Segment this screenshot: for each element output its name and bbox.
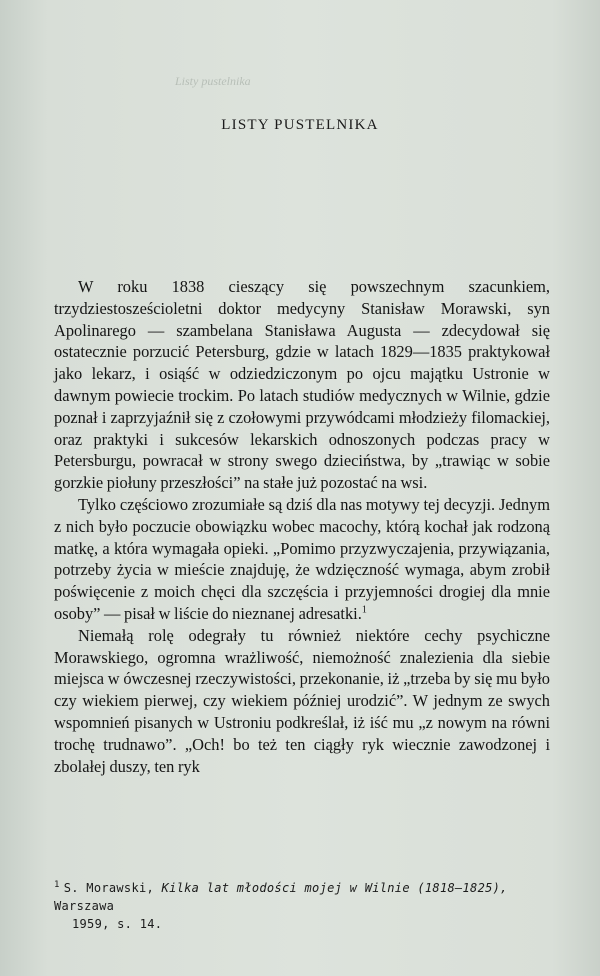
footnote-line-2: 1959, s. 14. — [72, 917, 163, 931]
paragraph-2-text: Tylko częściowo zrozumiałe są dziś dla nas motywy tej decyzji. Jednym z nich było poczucie obowiązku wobec macochy, którą kochał jak rodzoną matkę, a która wymagała opieki. „Pomimo przyzwyczajenia, przywiązania, potrzeby życia w mieście znajduję, że wdzięczność wymaga, abym zrobił poświęcenie z moich chęci dla szczęścia i przyjemności drogiej dla mnie osoby” — pisał w liście do nieznanej adresatki. — [54, 494, 550, 623]
footnote-title: Kilka lat młodości mojej w Wilnie (1818—1825), — [161, 881, 508, 895]
footnote-mark: 1 — [54, 880, 60, 890]
paragraph-3: Niemałą rolę odegrały tu również niektóre cechy psychiczne Morawskiego, ogromna wrażliwość, niemożność znalezienia dla siebie miejsca w ówczesnej rzeczywistości, przekonanie, iż „trzeba by się mu było czy wiekiem pierwej, czy wiekiem później urodzić”. W jednym ze swych wspomnień pisanych w Ustroniu podkreślał, iż iść mu „z nowym na równi trochę trudnawo”. „Och! bo też ten ciągły ryk wiecznie zawodzonej i zbolałej duszy, ten ryk — [54, 625, 550, 776]
running-head: LISTY PUSTELNIKA — [221, 117, 379, 133]
body-text — [54, 276, 550, 777]
footnote-reference: 1 — [361, 604, 367, 616]
footnote-line-1 — [54, 876, 550, 915]
footnote-place: Warszawa — [54, 899, 115, 913]
bleed-through-text: Listy pustelnika — [175, 74, 251, 88]
footnote — [54, 876, 550, 933]
paragraph-1: W roku 1838 cieszący się powszechnym szacunkiem, trzydziestosześcioletni doktor medycyny Stanisław Morawski, syn Apolinarego — szambelana Stanisława Augusta — zdecydował się ostatecznie porzucić Petersburg, gdzie w latach 1829—1835 praktykował jako lekarz, i osiąść w odziedziczonym po ojcu majątku Ustronie w dawnym powiecie trockim. Po latach studiów medycznych w Wilnie, gdzie poznał i zaprzyjaźnił się z czołowymi przywódcami młodzieży filomackiej, oraz praktyki i sukcesów lekarskich odnoszonych podczas pracy w Petersburgu, powracał w strony swego dzieciństwa, by „trawiąc w sobie gorzkie piołuny przeszłości” na stałe już pozostać na wsi. — [54, 277, 550, 493]
footnote-author: S. Morawski, — [63, 881, 155, 895]
paragraph-2 — [54, 494, 550, 625]
